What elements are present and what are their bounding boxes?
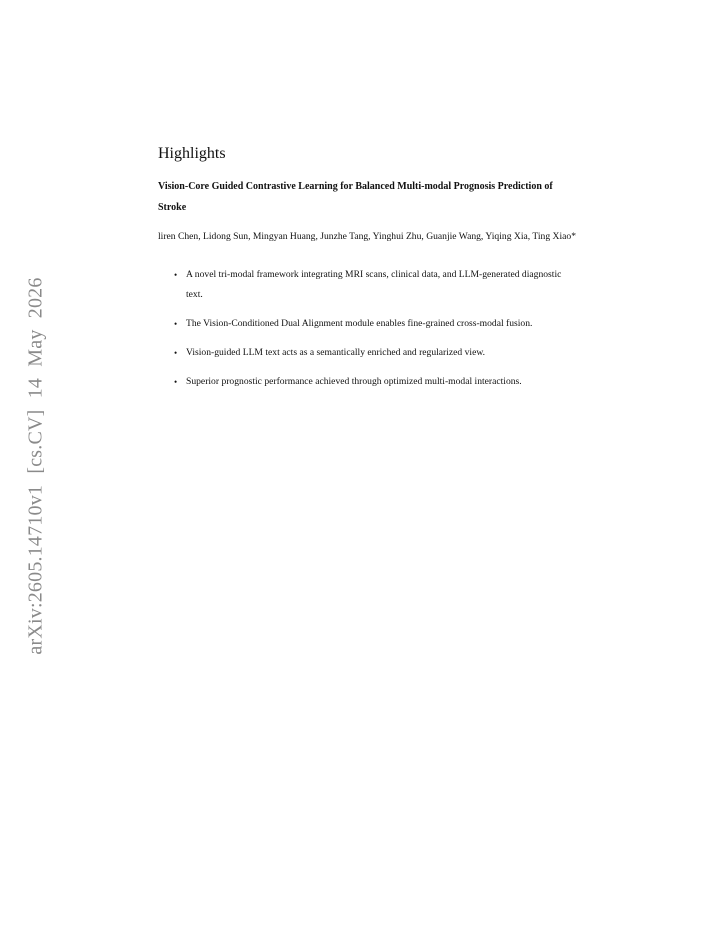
highlights-page: [158, 143, 578, 401]
bullet-icon: •: [174, 376, 178, 387]
highlight-text: The Vision-Conditioned Dual Alignment module enables fine-grained cross-modal fusion.: [186, 317, 533, 329]
highlight-item: [158, 314, 578, 334]
author-list: liren Chen, Lidong Sun, Mingyan Huang, Junzhe Tang, Yinghui Zhu, Guanjie Wang, Yiqing Xia, Ting Xiao*: [158, 231, 576, 242]
highlight-text: Superior prognostic performance achieved through optimized multi-modal interactions.: [186, 375, 522, 387]
highlight-text: A novel tri-modal framework integrating MRI scans, clinical data, and LLM-generated diagnostic text.: [186, 268, 562, 300]
highlight-item: [158, 343, 578, 363]
bullet-icon: •: [174, 269, 178, 280]
highlight-text: Vision-guided LLM text acts as a semantically enriched and regularized view.: [186, 346, 486, 358]
bullet-icon: •: [174, 347, 178, 358]
paper-title: Vision-Core Guided Contrastive Learning for Balanced Multi-modal Prognosis Prediction of Stroke: [158, 181, 553, 213]
bullet-icon: •: [174, 318, 178, 329]
highlight-item: [158, 372, 578, 392]
arxiv-identifier: arXiv:2605.14710v1 [cs.CV] 14 May 2026: [24, 277, 47, 655]
highlight-item: [158, 265, 578, 305]
highlights-heading: Highlights: [158, 145, 226, 162]
highlights-list: [158, 265, 578, 392]
